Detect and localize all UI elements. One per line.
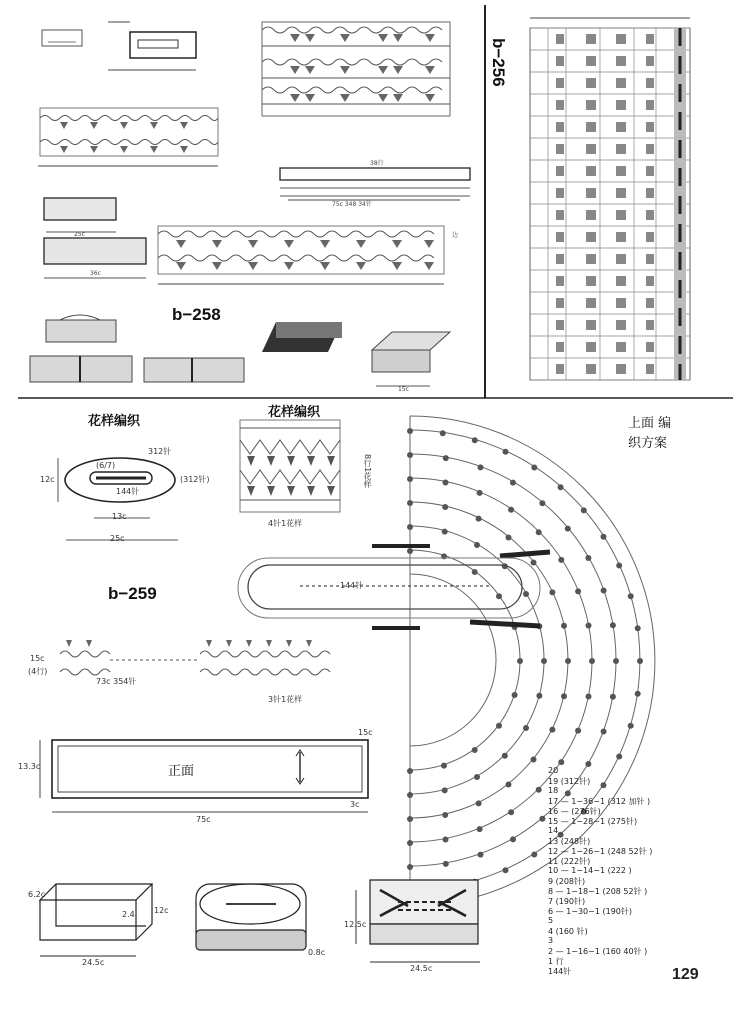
motif [478, 852, 484, 858]
pattern-block [556, 298, 564, 308]
motif [610, 622, 616, 628]
motif [472, 437, 478, 443]
row-count-line: 16 — (276针) [548, 807, 601, 816]
motif [628, 593, 634, 599]
row-count-line: 6 — 1−30−1 (190针) [548, 907, 632, 916]
pattern-block [556, 276, 564, 286]
pattern-block [646, 276, 654, 286]
b259-pattern-chart [240, 420, 340, 512]
pattern-block [616, 78, 626, 88]
oval-stitch-inner-left: (6/7) [96, 461, 116, 470]
motif [539, 500, 545, 506]
motif [443, 480, 449, 486]
motif [476, 516, 482, 522]
pattern-block [646, 100, 654, 110]
motif [581, 507, 587, 513]
pattern-block [616, 34, 626, 44]
motif [442, 529, 448, 535]
motif [503, 867, 509, 873]
pattern-block [646, 144, 654, 154]
row-count-line: 9 (208针) [548, 877, 586, 886]
pattern-block [646, 122, 654, 132]
pattern-block [616, 100, 626, 110]
pattern-block [586, 166, 596, 176]
box1-depth-dim: 6.2c [28, 890, 46, 899]
motif [407, 428, 413, 434]
pattern-block [556, 166, 564, 176]
pattern-block [586, 100, 596, 110]
b259-rect-lid-box [356, 880, 480, 962]
pattern-block [556, 188, 564, 198]
oval-stitch-right: (312针) [180, 475, 210, 484]
pattern-block [586, 342, 596, 352]
motif [474, 542, 480, 548]
motif [565, 526, 571, 532]
motif [506, 535, 512, 541]
pattern-knit-title-mid: 花样编织 [268, 405, 321, 420]
motif [565, 658, 571, 664]
row-count-line: 17 — 1−36−1 (312 加针 ) [548, 797, 651, 806]
motif [601, 588, 607, 594]
pattern-knit-title-left: 花样编织 [88, 414, 141, 429]
b258-label: b−258 [172, 305, 221, 324]
b259-oval-chart [238, 558, 540, 618]
pattern-block [646, 232, 654, 242]
motif [536, 787, 542, 793]
b259-oval-lid-box [196, 884, 306, 950]
pattern-block [556, 122, 564, 132]
pattern-block [616, 232, 626, 242]
motif [441, 763, 447, 769]
b258-edge-label: 边 [452, 232, 459, 239]
oval-width-25: 25c [110, 534, 125, 543]
motif [616, 754, 622, 760]
row-count-line: 18 [548, 786, 559, 795]
motif [472, 747, 478, 753]
motif [575, 588, 581, 594]
pattern-block [586, 276, 596, 286]
motif [531, 757, 537, 763]
b258-corner-dim: 15c [398, 386, 409, 393]
box2-lid-dim: 0.8c [308, 948, 326, 957]
motif [407, 792, 413, 798]
strip-height-dim: 15c [30, 654, 45, 663]
b258-fan-motifs-top [290, 34, 435, 102]
pattern-block [646, 364, 654, 374]
pattern-block [646, 320, 654, 330]
pattern-block [616, 254, 626, 264]
top-scheme-title-line2: 织方案 [628, 436, 668, 451]
b258-flat-pieces [44, 198, 146, 278]
pattern-block [556, 56, 564, 66]
motif [502, 753, 508, 759]
motif [558, 557, 564, 563]
b258-dim-36c: 36c [90, 270, 101, 277]
strip-row-count: (4行) [28, 667, 48, 676]
motif [478, 464, 484, 470]
pattern-block [556, 342, 564, 352]
box1-height-dim: 12c [154, 906, 169, 915]
motif [601, 782, 607, 788]
motif [477, 490, 483, 496]
front-label: 正面 [168, 764, 195, 779]
row-count-line: 12 — 1−26−1 (248 52针 ) [548, 847, 653, 856]
row-count-line: 7 (190针) [548, 897, 586, 906]
motif [531, 465, 537, 471]
b258-box-lid-dark [262, 322, 342, 352]
pattern-block [586, 56, 596, 66]
b258-wrap-piece [46, 315, 116, 342]
b256-label: b−256 [489, 38, 508, 87]
motif [443, 837, 449, 843]
b259-open-box [40, 884, 152, 956]
motif [407, 840, 413, 846]
motif [508, 507, 514, 513]
motif [496, 723, 502, 729]
motif [585, 761, 591, 767]
pattern-block [646, 166, 654, 176]
motif [531, 560, 537, 566]
row-count-line: 3 [548, 936, 554, 945]
pattern-repeat-label: 4针1花样 [268, 519, 303, 528]
pattern-block [616, 364, 626, 374]
motif [407, 524, 413, 530]
pattern-block [616, 122, 626, 132]
box3-height-dim: 12.5c [344, 920, 367, 929]
motif [616, 563, 622, 569]
row-count-line: 2 — 1−16−1 (160 40针 ) [548, 947, 648, 956]
pattern-block [646, 342, 654, 352]
motif [586, 694, 592, 700]
motif [407, 768, 413, 774]
pattern-block [586, 188, 596, 198]
pattern-block [556, 144, 564, 154]
row-count-line: 144针 [548, 967, 572, 976]
b258-wide-chart-motifs [176, 240, 434, 270]
row-count-line: 5 [548, 916, 554, 925]
motif [476, 800, 482, 806]
motif [549, 589, 555, 595]
motif [586, 623, 592, 629]
pattern-block [556, 210, 564, 220]
pattern-block [556, 320, 564, 330]
motif [442, 787, 448, 793]
motif [407, 548, 413, 554]
pattern-block [556, 34, 564, 44]
b259-oval-schematic [58, 458, 178, 540]
pattern-block [556, 232, 564, 242]
b258-top-label-box [42, 30, 82, 46]
pattern-block [646, 254, 654, 264]
rect-right-dim: 15c [358, 728, 373, 737]
pattern-block [556, 100, 564, 110]
pattern-block [646, 188, 654, 198]
pattern-block [586, 210, 596, 220]
motif [539, 816, 545, 822]
row-count-line: 15 — 1−28−1 (275针) [548, 817, 638, 826]
b258-strip-schematic [280, 168, 470, 200]
b259-pattern-chart-motifs [247, 456, 335, 496]
row-count-line: 10 — 1−14−1 (222 ) [548, 866, 632, 875]
pattern-block [616, 56, 626, 66]
pattern-block [646, 56, 654, 66]
b259-label: b−259 [108, 584, 157, 603]
pattern-block [646, 78, 654, 88]
pattern-block [616, 188, 626, 198]
top-scheme-title-line1: 上面 编 [628, 416, 672, 431]
box1-width-dim: 24.5c [82, 958, 105, 967]
motif [442, 504, 448, 510]
page-number: 129 [672, 966, 699, 983]
motif [442, 812, 448, 818]
motif [601, 534, 607, 540]
motif [531, 852, 537, 858]
pattern-block [556, 254, 564, 264]
pattern-block [586, 254, 596, 264]
pattern-block [616, 320, 626, 330]
oval-chart-stitches: 144针 [340, 581, 364, 590]
motif [575, 728, 581, 734]
motif [510, 836, 516, 842]
motif [407, 476, 413, 482]
oval-stitch-top: 312针 [148, 447, 172, 456]
row-count-line: 20 [548, 766, 559, 775]
pattern-block [586, 144, 596, 154]
b258-stitch-chart-top [262, 22, 450, 116]
oval-stitch-center: 144针 [116, 487, 140, 496]
b258-dim-25c: 25c [74, 231, 85, 238]
row-count-line: 4 (160 针) [548, 927, 588, 936]
pattern-block [586, 78, 596, 88]
row-count-line: 14 [548, 826, 559, 835]
motif [440, 430, 446, 436]
b258-strip-pieces-bottom [30, 356, 244, 382]
motif [561, 693, 567, 699]
motif [561, 623, 567, 629]
pattern-block [586, 232, 596, 242]
pattern-block [646, 34, 654, 44]
row-count-line: 1 行 [548, 957, 564, 966]
row-count-line: 13 (248针) [548, 837, 591, 846]
motif [628, 723, 634, 729]
motif [477, 826, 483, 832]
pattern-block [646, 210, 654, 220]
motif [474, 774, 480, 780]
motif [523, 591, 529, 597]
b258-stitch-chart-wide [158, 226, 444, 284]
rect-corner-dim: 3c [350, 800, 360, 809]
strip-stitches: 73c 354针 [96, 677, 137, 686]
strip-repeat: 3针1花样 [268, 695, 303, 704]
b258-tissue-box [372, 332, 450, 386]
pattern-block [616, 276, 626, 286]
pattern-block [616, 144, 626, 154]
row-count-line: 8 — 1−18−1 (208 52针 ) [548, 887, 648, 896]
b258-long-chart-left [38, 108, 218, 166]
row-count-line: 11 (222针) [548, 857, 591, 866]
b258-long-chart-motifs [60, 122, 188, 153]
motif [506, 782, 512, 788]
motif [536, 529, 542, 535]
motif [585, 555, 591, 561]
pattern-block [586, 34, 596, 44]
motif [508, 809, 514, 815]
box3-width-dim: 24.5c [410, 964, 433, 973]
pattern-block [586, 122, 596, 132]
motif [558, 759, 564, 765]
oval-width-13: 13c [112, 512, 127, 521]
box1-wall-dim: 2.4 [122, 910, 135, 919]
rect-width-dim: 75c [196, 815, 211, 824]
pattern-block [616, 166, 626, 176]
oval-height-dim: 12c [40, 475, 55, 484]
pattern-block [646, 298, 654, 308]
pattern-block [616, 210, 626, 220]
b259-long-strip-chart [60, 651, 330, 675]
pattern-block [556, 364, 564, 374]
b259-long-strip-motifs [66, 640, 312, 647]
pattern-block [616, 298, 626, 308]
motif [635, 691, 641, 697]
motif [589, 658, 595, 664]
motif [610, 694, 616, 700]
pattern-block [616, 342, 626, 352]
b258-small-schematic [108, 22, 196, 70]
rect-height-dim: 13.3c [18, 762, 41, 771]
motif [443, 455, 449, 461]
motif [523, 725, 529, 731]
motif [601, 729, 607, 735]
motif [541, 658, 547, 664]
motif [558, 484, 564, 490]
pattern-block [556, 78, 564, 88]
motif [472, 569, 478, 575]
row-count-line: 19 (312针) [548, 777, 591, 786]
motif [517, 658, 523, 664]
motif [510, 480, 516, 486]
b258-strip-dims: 75c 348 34针 [332, 201, 372, 208]
motif [635, 625, 641, 631]
motif [512, 692, 518, 698]
motif [407, 816, 413, 822]
pattern-block [586, 320, 596, 330]
motif [536, 693, 542, 699]
pattern-side-label: 8行1花样 [363, 454, 372, 489]
motif [443, 861, 449, 867]
motif [496, 593, 502, 599]
motif [407, 864, 413, 870]
motif [407, 452, 413, 458]
motif [613, 658, 619, 664]
pattern-block [586, 364, 596, 374]
motif [503, 449, 509, 455]
b256-fringe-strip [674, 28, 686, 380]
b259-front-rectangle [40, 740, 368, 812]
motif [637, 658, 643, 664]
b256-grid-lines [530, 28, 690, 380]
b258-row-count: 38行 [370, 160, 384, 167]
pattern-block [586, 298, 596, 308]
motif [407, 500, 413, 506]
motif [549, 727, 555, 733]
